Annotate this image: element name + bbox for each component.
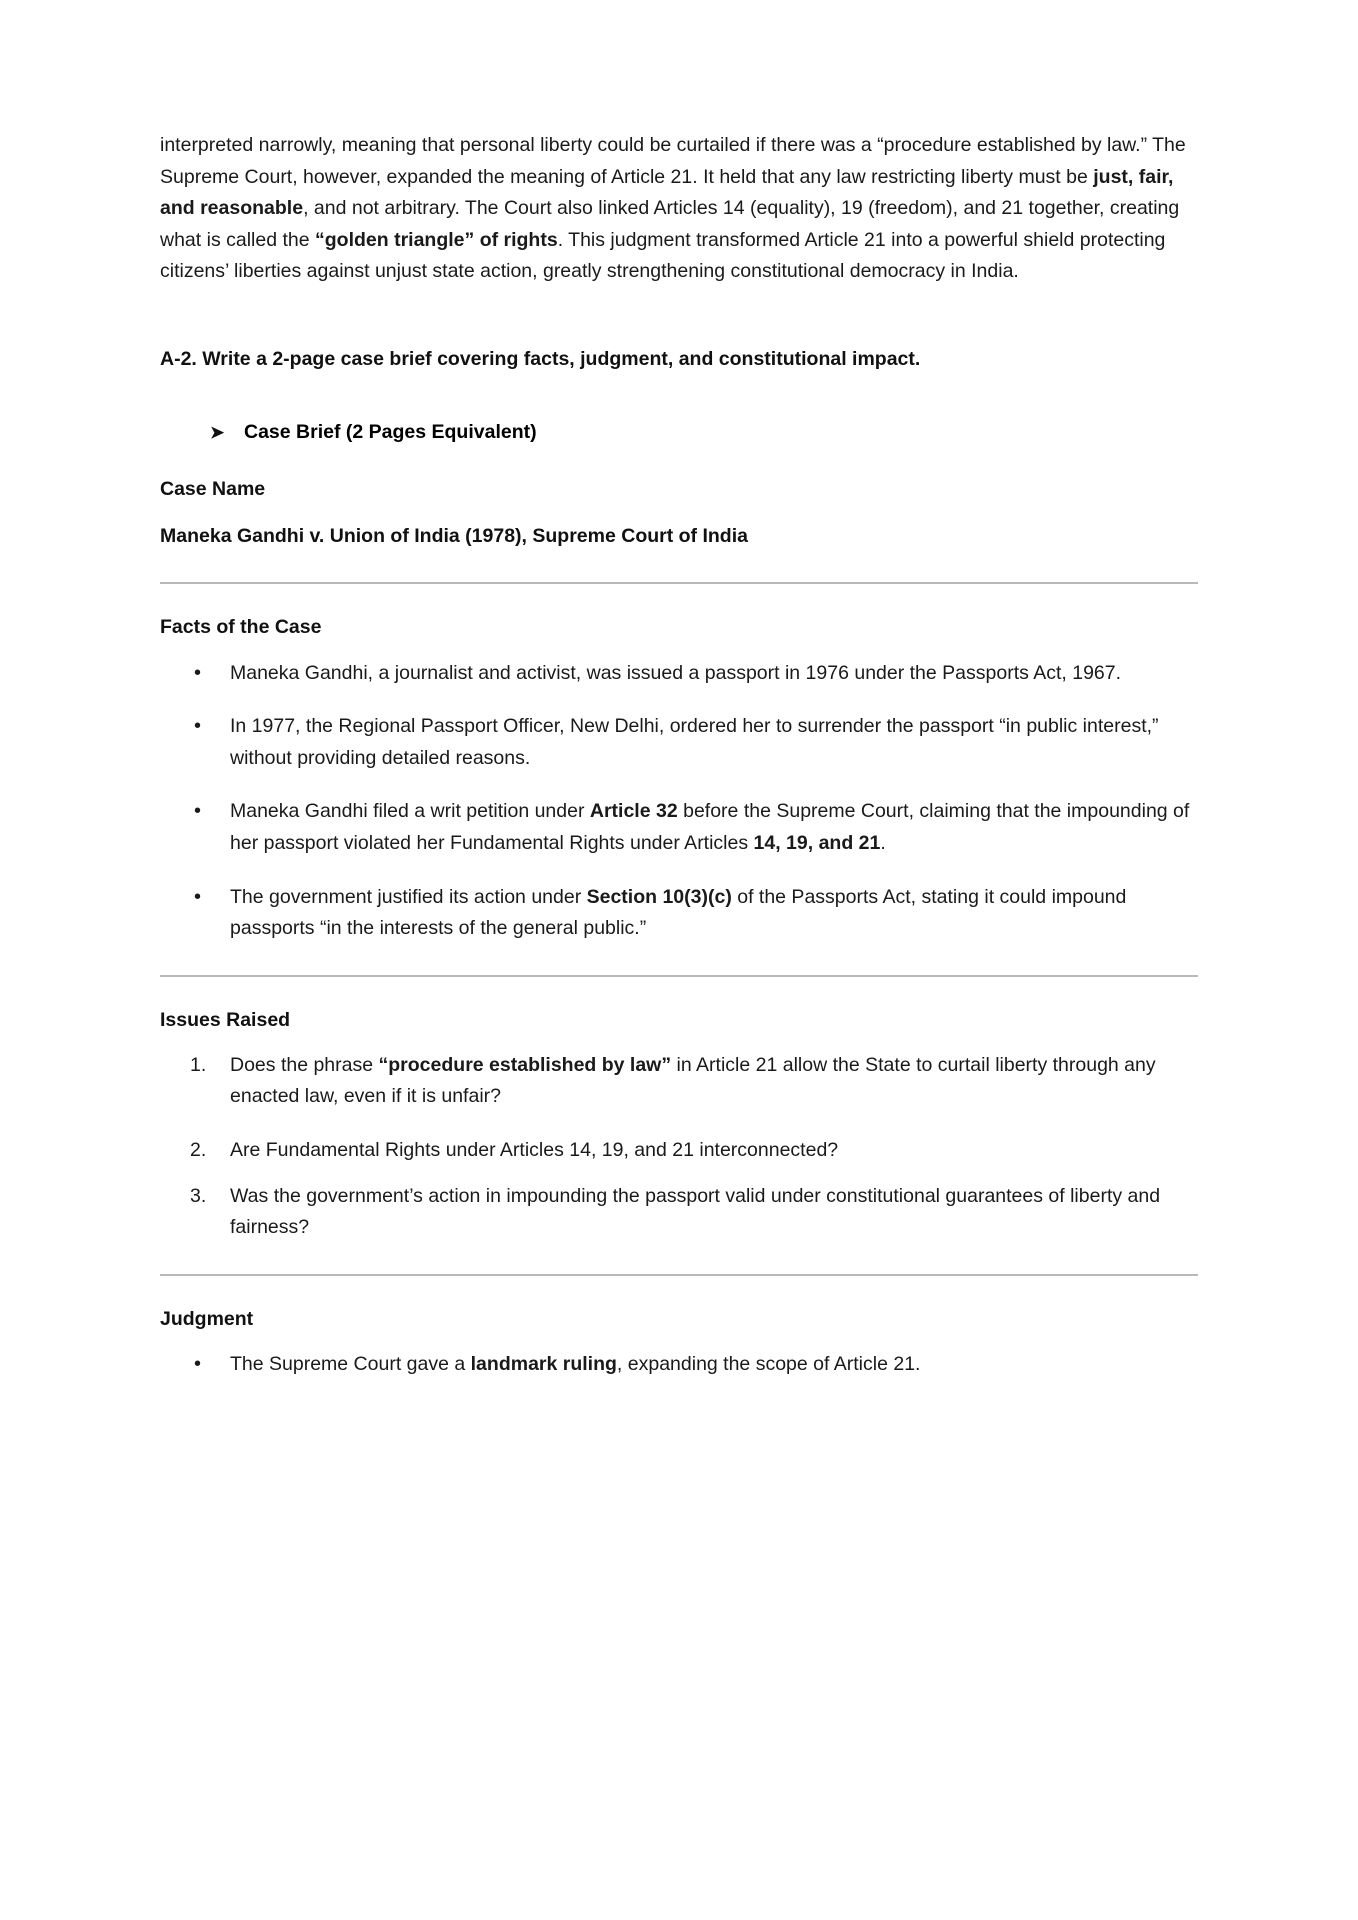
- body-text: before the Supreme Court, claiming that the impounding of her passport violated her Fundamental Rights under Articles: [230, 800, 1190, 854]
- emphasis-text: Section 10(3)(c): [586, 885, 732, 908]
- sections-container: [160, 582, 1198, 1380]
- section-divider: [160, 582, 1198, 584]
- list-item: [230, 882, 1198, 945]
- section-divider: [160, 975, 1198, 977]
- spacer: [160, 444, 1198, 474]
- body-text: Was the government’s action in impounding the passport valid under constitutional guarantees of liberty and fairness?: [230, 1184, 1161, 1239]
- section-list: [160, 1349, 1198, 1381]
- list-item: [230, 1181, 1198, 1244]
- emphasis-text: 14, 19, and 21: [753, 831, 881, 854]
- list-item: [230, 1135, 1198, 1167]
- section-list: [160, 1050, 1198, 1244]
- body-text: Maneka Gandhi, a journalist and activist, was issued a passport in 1976 under the Passports Act, 1967.: [230, 661, 1122, 684]
- case-brief-heading: Case Brief (2 Pages Equivalent): [244, 421, 537, 444]
- emphasis-text: “procedure established by law”: [378, 1053, 672, 1076]
- body-text: , and not arbitrary. The Court also linked Articles 14 (equality), 19 (freedom), and 21 together, creating what is called the: [160, 197, 1180, 251]
- body-text: .: [880, 831, 886, 854]
- emphasis-text: landmark ruling: [470, 1352, 617, 1375]
- emphasis-text: “golden triangle” of rights: [315, 228, 558, 251]
- section-list: [160, 658, 1198, 945]
- body-text: In 1977, the Regional Passport Officer, New Delhi, ordered her to surrender the passport “in public interest,” without providing detailed reasons.: [230, 715, 1159, 769]
- body-text: Does the phrase: [230, 1053, 379, 1076]
- spacer: [160, 298, 1198, 344]
- body-text: interpreted narrowly, meaning that personal liberty could be curtailed if there was a “procedure established by law.” The Supreme Court, however, expanded the meaning of Article 21. It held that any law restricting liberty must be: [160, 134, 1186, 188]
- list-item: [230, 1349, 1198, 1381]
- section-divider: [160, 1274, 1198, 1276]
- body-text: in Article 21 allow the State to curtail liberty through any enacted law, even if it is unfair?: [230, 1053, 1156, 1108]
- list-item: [230, 796, 1198, 859]
- body-text: The government justified its action under: [230, 885, 587, 908]
- list-item: [230, 1050, 1198, 1113]
- list-item: [230, 658, 1198, 690]
- body-text: Are Fundamental Rights under Articles 14, 19, and 21 interconnected?: [230, 1139, 839, 1162]
- body-text: of the Passports Act, stating it could impound passports “in the interests of the general public.”: [230, 885, 1127, 940]
- case-name-value: Maneka Gandhi v. Union of India (1978), Supreme Court of India: [160, 525, 748, 548]
- body-text: Maneka Gandhi filed a writ petition under: [230, 800, 590, 823]
- question-heading: A-2. Write a 2-page case brief covering facts, judgment, and constitutional impact.: [160, 347, 921, 370]
- section-heading: Issues Raised: [160, 1008, 291, 1031]
- body-text: The Supreme Court gave a: [230, 1352, 471, 1375]
- case-name-label: Case Name: [160, 478, 266, 501]
- case-brief-heading-row: [210, 421, 1198, 444]
- intro-paragraph: [160, 130, 1198, 288]
- emphasis-text: just, fair, and reasonable: [160, 165, 1174, 220]
- emphasis-text: Article 32: [589, 800, 678, 823]
- spacer: [160, 505, 1198, 521]
- list-item: [230, 711, 1198, 774]
- body-text: , expanding the scope of Article 21.: [616, 1352, 921, 1375]
- section-heading: Judgment: [160, 1307, 254, 1330]
- section-heading: Facts of the Case: [160, 616, 322, 639]
- body-text: . This judgment transformed Article 21 into a powerful shield protecting citizens’ liberties against unjust state action, greatly strengthening constitutional democracy in India.: [160, 228, 1166, 283]
- arrow-bullet-icon: ➤: [210, 423, 225, 443]
- spacer: [160, 375, 1198, 421]
